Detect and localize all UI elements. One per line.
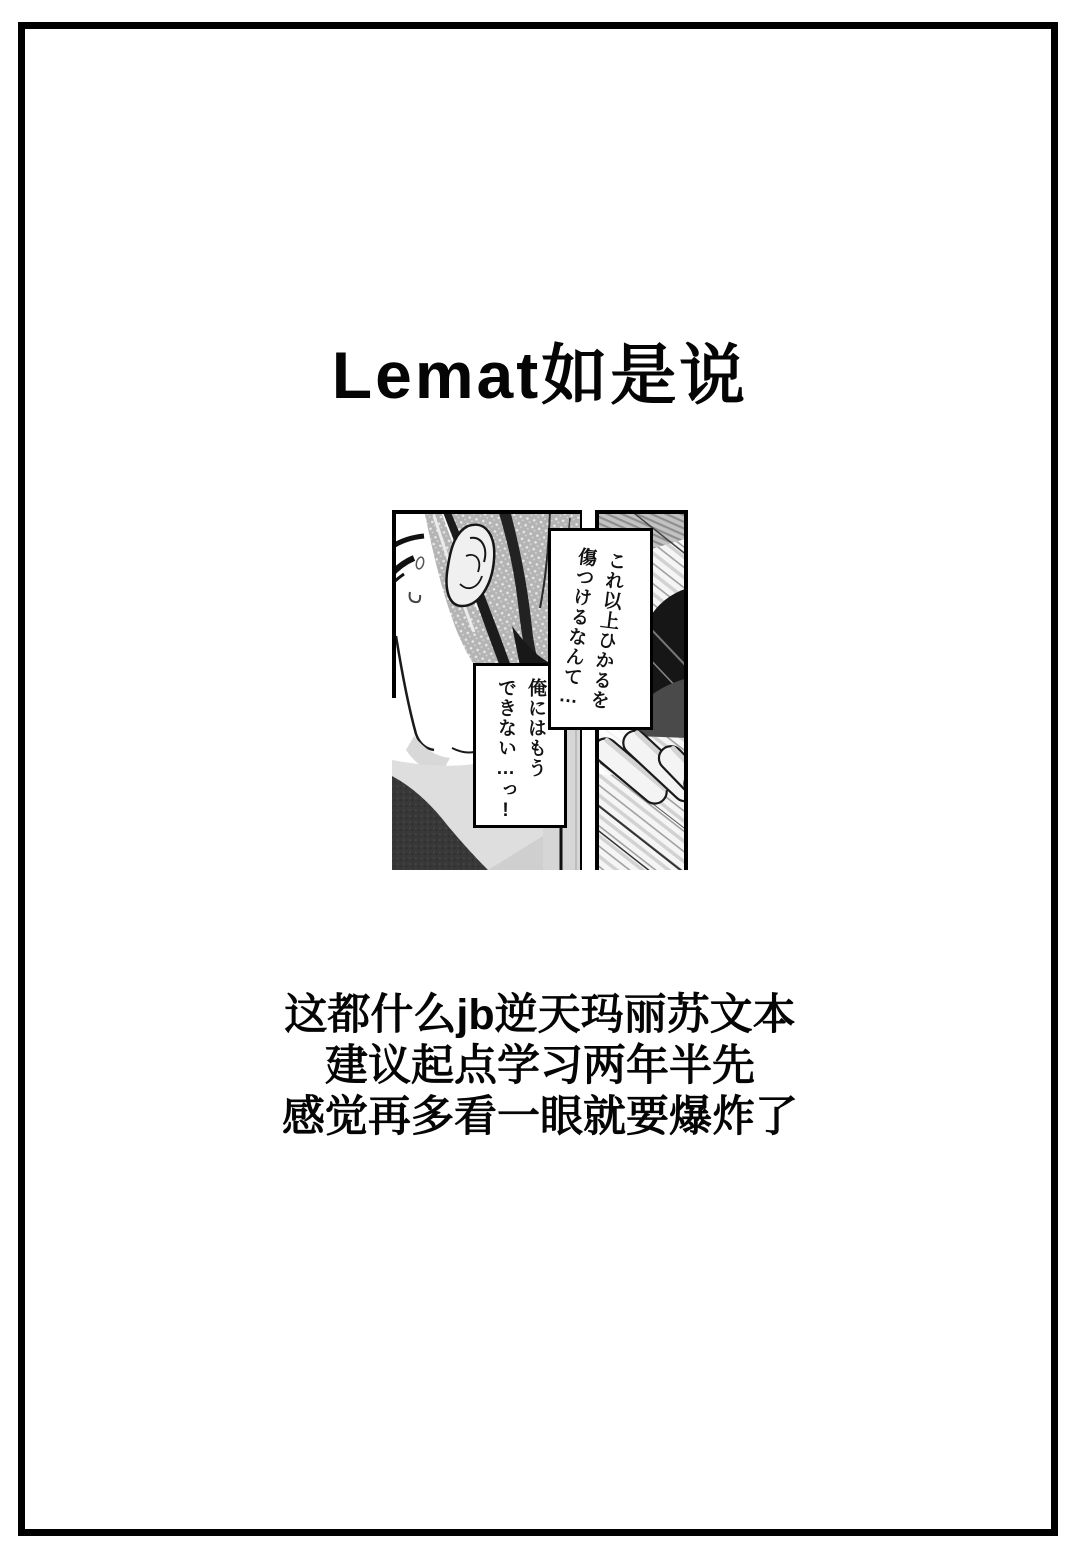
page-title: Lemat如是说: [331, 338, 749, 412]
speech-bubble-1-text: [549, 528, 632, 729]
bubble-2-column-1: 俺にはもう: [525, 678, 546, 778]
bubble-1-column-2: 傷つけるなんて…: [556, 545, 597, 710]
speech-bubble-1: [548, 528, 653, 730]
caption-line-3: 感觉再多看一眼就要爆炸了: [282, 1093, 798, 1141]
bubble-2-column-2: できない…っ!: [495, 678, 516, 822]
caption-line-1: 这都什么jb逆天玛丽苏文本: [284, 991, 796, 1039]
caption-block: [0, 990, 1080, 1143]
caption-line-2: 建议起点学习两年半先: [325, 1042, 755, 1090]
bubble-1-column-1: これ以上ひかるを: [586, 549, 627, 711]
speech-bubble-2-text: [490, 666, 550, 825]
manga-panel: [390, 508, 688, 870]
